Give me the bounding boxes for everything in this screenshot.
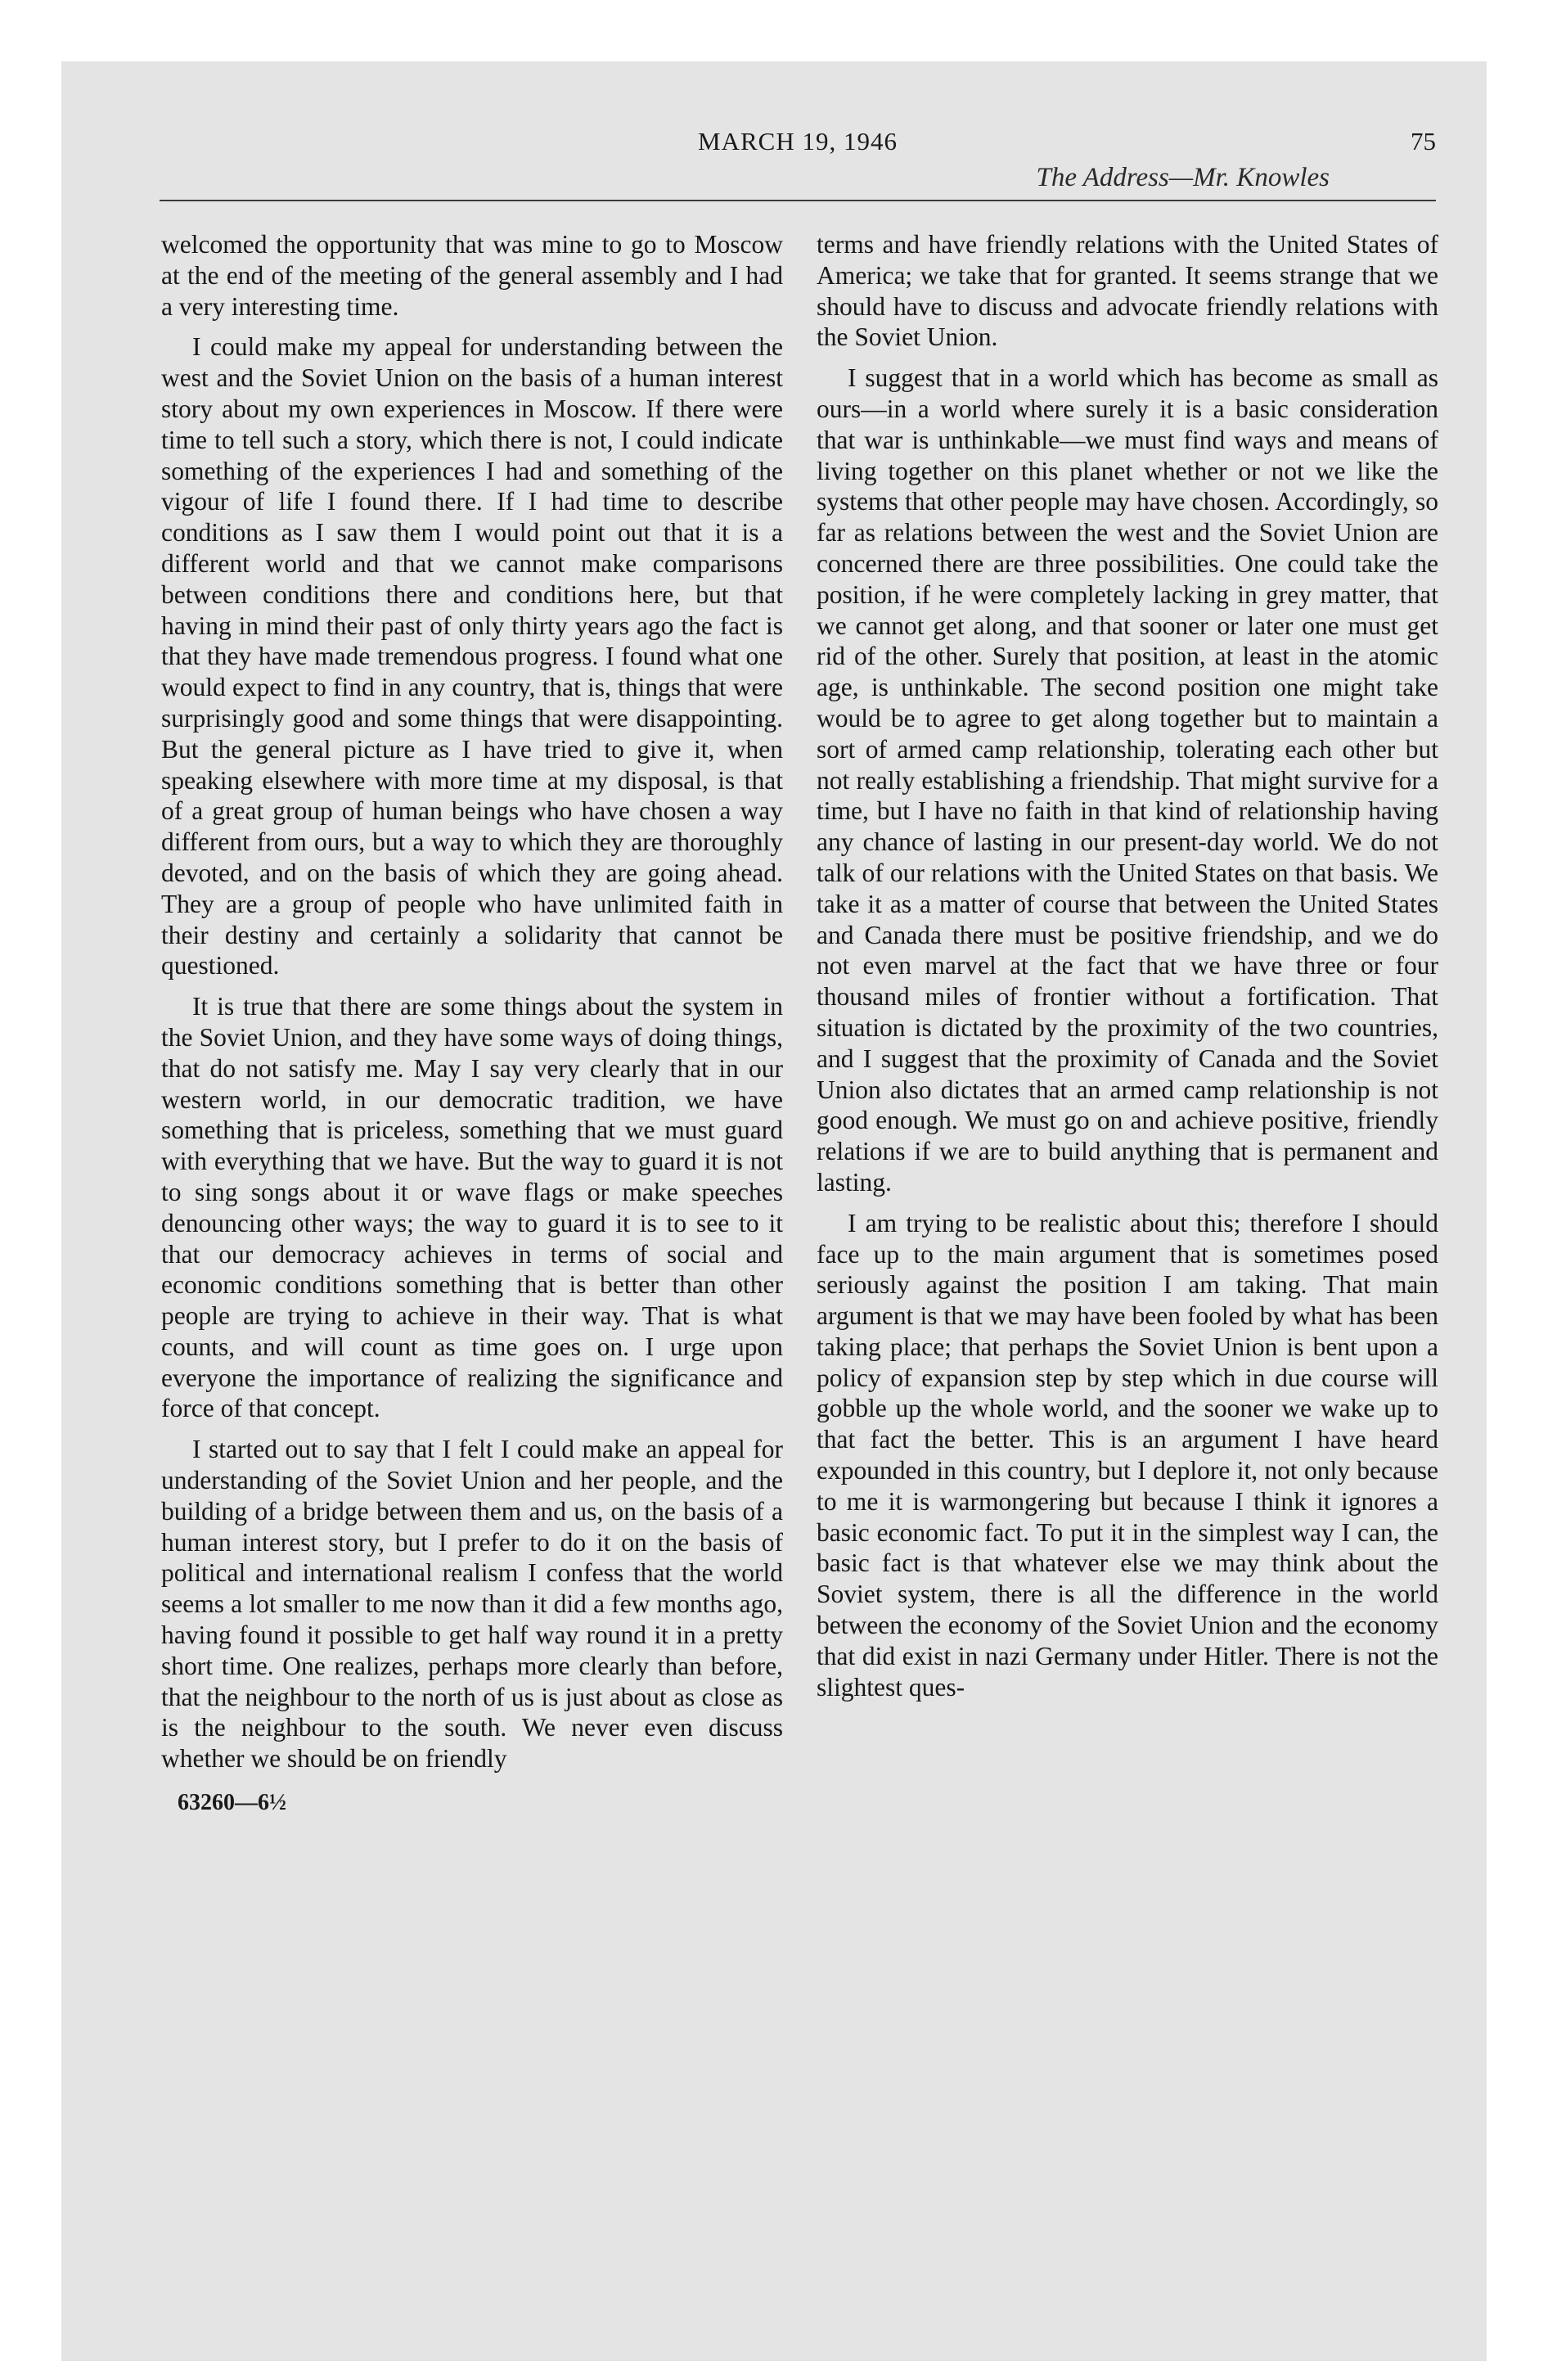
paragraph: terms and have friendly relations with the United States of America; we take that for granted. It seems strange that we should have to discuss and advocate friendly relations with the Soviet Union. [817,230,1438,352]
paragraph: I started out to say that I felt I could make an appeal for understanding of the Soviet Union and her people, and the building of a bridge between them and us, on the basis of a human interest story, but I prefer to do it on the basis of political and international realism I confess that the world seems a lot smaller to me now than it did a few months ago, having found it possible to get half way round it in a pretty short time. One realizes, perhaps more clearly than before, that the neighbour to the north of us is just about as close as is the neighbour to the south. We never even discuss whether we should be on friendly [161,1435,783,1774]
header-date: MARCH 19, 1946 [698,127,898,156]
page-header [160,127,1436,201]
footnote: 63260—6½ [178,1790,286,1816]
paragraph: It is true that there are some things about the system in the Soviet Union, and they have some ways of doing things, that do not satisfy me. May I say very clearly that in our western world, in our democratic tradition, we have something that is priceless, something that we must guard with everything that we have. But the way to guard it is not to sing songs about it or wave flags or make speeches denouncing other ways; the way to guard it is to see to it that our democracy achieves in terms of social and economic conditions something that is better than other people are trying to achieve in their way. That is what counts, and will count as time goes on. I urge upon everyone the importance of realizing the significance and force of that concept. [161,992,783,1423]
paragraph: I could make my appeal for understanding between the west and the Soviet Union on the basis of a human interest story about my own experiences in Moscow. If there were time to tell such a story, which there is not, I could indicate something of the experiences I had and something of the vigour of life I found there. If I had time to describe conditions as I saw them I would point out that it is a different world and that we cannot make comparisons between conditions there and conditions here, but that having in mind their past of only thirty years ago the fact is that they have made tremendous progress. I found what one would expect to find in any country, that is, things that were surprisingly good and some things that were disappointing. But the general picture as I have tried to give it, when speaking elsewhere with more time at my disposal, is that of a great group of human beings who have chosen a way different from ours, but a way to which they are thoroughly devoted, and on the basis of which they are going ahead. They are a group of people who have unlimited faith in their destiny and certainly a solidarity that cannot be questioned. [161,332,783,980]
paragraph: I am trying to be realistic about this; therefore I should face up to the main argument that is sometimes posed seriously against the position I am taking. That main argument is that we may have been fooled by what has been taking place; that perhaps the Soviet Union is bent upon a policy of expansion step by step which in due course will gobble up the whole world, and the sooner we wake up to that fact the better. This is an argument I have heard expounded in this country, but I deplore it, not only because to me it is warmongering but because I think it ignores a basic economic fact. To put it in the simplest way I can, the basic fact is that whatever else we may think about the Soviet system, there is all the difference in the world between the economy of the Soviet Union and the economy that did exist in nazi Germany under Hitler. There is not the slightest ques- [817,1208,1438,1702]
right-column [817,229,1438,1712]
paragraph: I suggest that in a world which has become as small as ours—in a world where surely it is a basic consideration that war is unthinkable—we must find ways and means of living together on this planet whether or not we like the systems that other people may have chosen. Accordingly, so far as relations between the west and the Soviet Union are concerned there are three possibilities. One could take the position, if he were completely lacking in grey matter, that we cannot get along, and that sooner or later one must get rid of the other. Surely that position, at least in the atomic age, is unthinkable. The second position one might take would be to agree to get along together but to maintain a sort of armed camp relationship, tolerating each other but not really establishing a friendship. That might survive for a time, but I have no faith in that kind of relationship having any chance of lasting in our present-day world. We do not talk of our relations with the United States on that basis. We take it as a matter of course that between the United States and Canada there must be positive friendship, and we do not even marvel at the fact that we have three or four thousand miles of frontier without a fortification. That situation is dictated by the proximity of the two countries, and I suggest that the proximity of Canada and the Soviet Union also dictates that an armed camp relationship is not good enough. We must go on and achieve positive, friendly relations if we are to build anything that is permanent and lasting. [817,363,1438,1197]
header-rule [160,200,1436,201]
paragraph: welcomed the opportunity that was mine to go to Moscow at the end of the meeting of the general assembly and I had a very interesting time. [161,230,783,321]
page-number: 75 [1411,127,1436,156]
running-title: The Address—Mr. Knowles [1036,163,1330,192]
left-column [161,229,783,1817]
